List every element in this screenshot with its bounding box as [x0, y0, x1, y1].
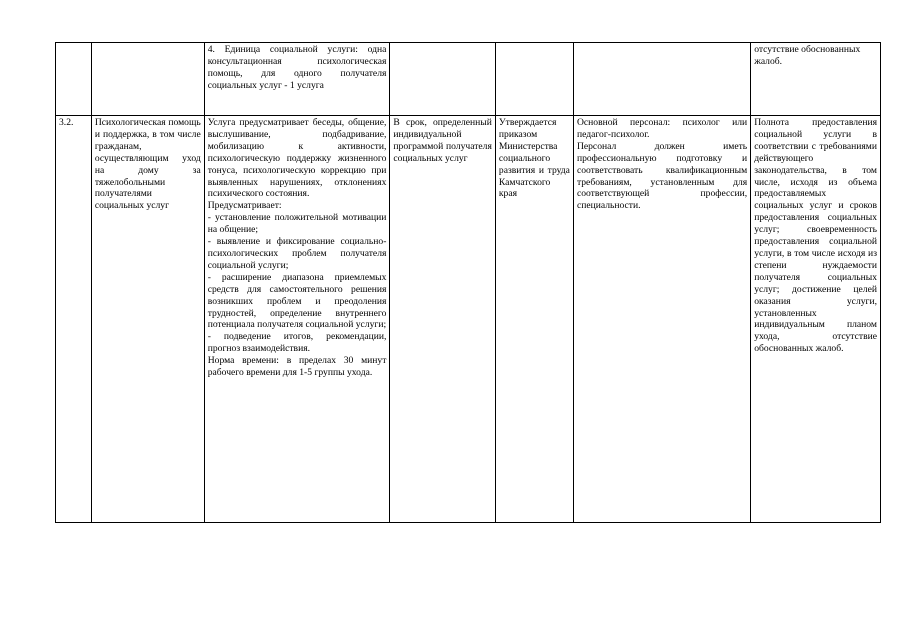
description-paragraph: Норма времени: в пределах 30 минут рабочего времени для 1-5 группы ухода.	[207, 355, 387, 379]
description-paragraph: - расширение диапазона приемлемых средств для самостоятельного решения возникших проблем и преодоления трудностей, определение внутреннего потенциала получателя социальной услуги;	[207, 271, 387, 331]
service-name: Психологическая помощь и поддержка, в том числе гражданам, осуществляющим уход на дому за тяжелобольными получателями социальных услуг	[94, 117, 201, 212]
cell-description	[204, 116, 390, 523]
table-row-service	[56, 116, 881, 523]
description-paragraph: - подведение итогов, рекомендации, прогноз взаимодействия.	[207, 331, 387, 355]
cell-approval	[495, 116, 573, 523]
cell-number	[56, 116, 92, 523]
services-table	[55, 42, 881, 523]
description-paragraph: Услуга предусматривает беседы, общение, выслушивание, подбадривание, мобилизацию к активности, психологическую поддержку жизненного тонуса, психологическую коррекцию при выявленных нарушениях, отклонениях психического состояния.	[207, 117, 387, 200]
staff-paragraph: Персонал должен иметь профессиональную подготовку и соответствовать квалификационным требованиям, установленным для соответствующей профессии, специальности.	[576, 140, 748, 212]
description-paragraph: - выявление и фиксирование социально-психологических проблем получателя социальной услуги;	[207, 236, 387, 271]
cell-staff-empty	[573, 43, 750, 116]
cell-quality	[751, 116, 881, 523]
cell-staff	[573, 116, 750, 523]
cell-number-empty	[56, 43, 92, 116]
table-row-continuation	[56, 43, 881, 116]
cell-approval-empty	[495, 43, 573, 116]
service-number: 3.2.	[59, 117, 74, 128]
cell-term	[390, 116, 495, 523]
description-paragraph: - установление положительной мотивации на общение;	[207, 212, 387, 236]
cell-quality	[751, 43, 881, 116]
cell-name-empty	[91, 43, 204, 116]
term-text: В срок, определенный индивидуальной программой получателя социальных услуг	[393, 117, 492, 164]
approval-text: Утверждается приказом Министерства социального развития и труда Камчатского края	[498, 117, 570, 200]
cell-description	[204, 43, 390, 116]
staff-paragraph: Основной персонал: психолог или педагог-психолог.	[576, 117, 748, 140]
cell-name	[91, 116, 204, 523]
quality-text: отсутствие обоснованных жалоб.	[754, 44, 861, 67]
unit-text: 4. Единица социальной услуги: одна консультационная психологическая помощь, для одного получателя социальных услуг - 1 услуга	[207, 44, 387, 91]
quality-text: Полнота предоставления социальной услуги в соответствии с требованиями действующего законодательства, в том числе, исходя из объема предоставляемых социальных услуг и сроков предоставления социальных услуг; своевременность предоставления социальной услуги, в том числе исходя из степени нуждаемости получателя социальных услуг; достижение целей оказания услуги, установленных индивидуальным планом ухода, отсутствие обоснованных жалоб.	[754, 117, 877, 355]
description-paragraph: Предусматривает:	[207, 200, 282, 212]
cell-term-empty	[390, 43, 495, 116]
